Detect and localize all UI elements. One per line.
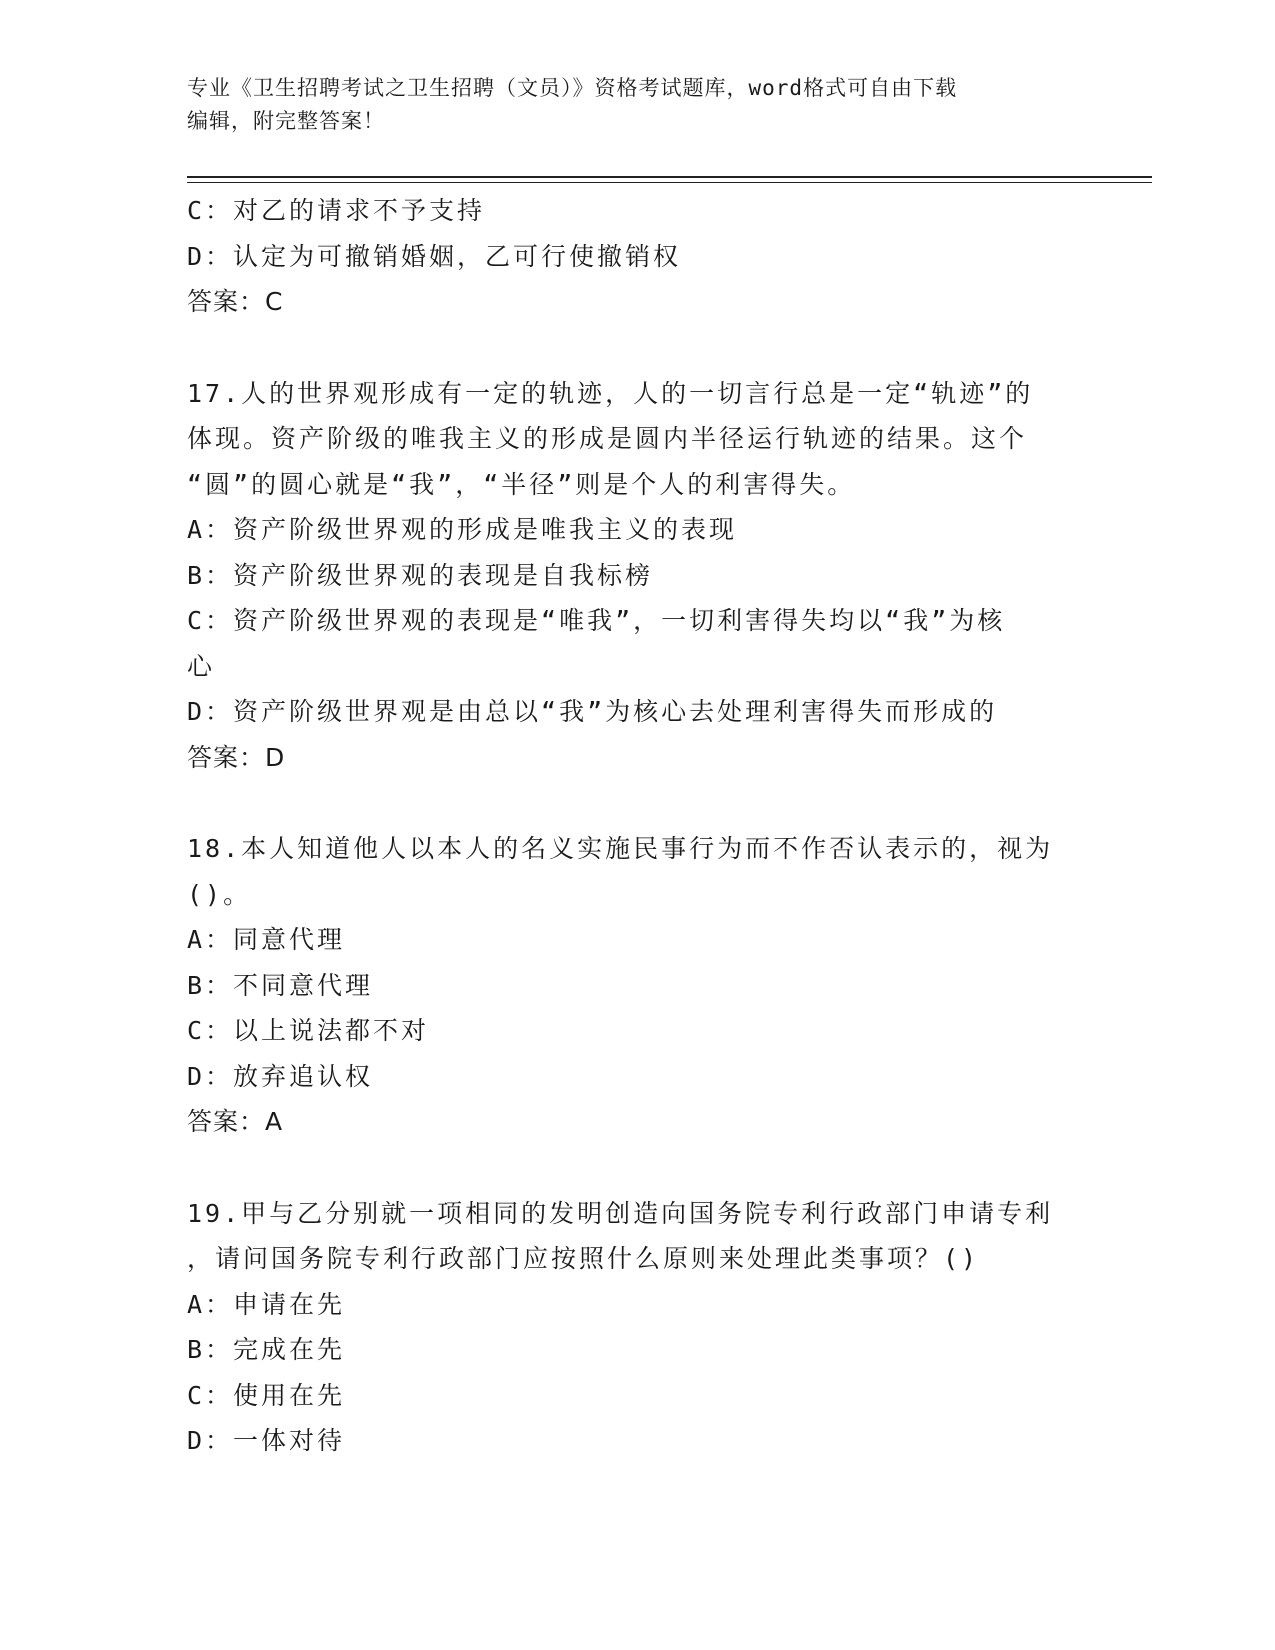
option-c: C：资产阶级世界观的表现是“唯我”，一切利害得失均以“我”为核 — [187, 606, 1006, 635]
question-text-line: 18.本人知道他人以本人的名义实施民事行为而不作否认表示的，视为 — [187, 834, 1054, 863]
option-c: C：使用在先 — [187, 1380, 346, 1410]
question-text-line: 19.甲与乙分别就一项相同的发明创造向国务院专利行政部门申请专利 — [187, 1198, 1054, 1228]
question-text-line: 体现。资产阶级的唯我主义的形成是圆内半径运行轨迹的结果。这个 — [187, 424, 1028, 453]
answer-line: 答案：D — [187, 742, 286, 772]
question-19 — [187, 1191, 1087, 1464]
document-header — [187, 72, 1067, 138]
question-text-line: 17.人的世界观形成有一定的轨迹，人的一切言行总是一定“轨迹”的 — [187, 378, 1034, 408]
spacer — [187, 325, 1087, 371]
option-d: D：认定为可撤销婚姻，乙可行使撤销权 — [187, 241, 682, 271]
option-a: A：资产阶级世界观的形成是唯我主义的表现 — [187, 515, 738, 544]
answer-line: 答案：A — [187, 1107, 284, 1136]
spacer — [187, 780, 1087, 826]
option-c-continued: 心 — [187, 651, 216, 681]
question-list — [187, 188, 1087, 1464]
option-c: C：对乙的请求不予支持 — [187, 196, 486, 225]
question-text-line: “圆”的圆心就是“我”，“半径”则是个人的利害得失。 — [187, 469, 856, 499]
question-text-line: ()。 — [187, 879, 252, 909]
option-d: D：一体对待 — [187, 1426, 346, 1455]
option-a: A：同意代理 — [187, 925, 346, 954]
header-rule-thin — [187, 182, 1152, 183]
question-18 — [187, 826, 1087, 1145]
header-line-2: 编辑，附完整答案！ — [187, 109, 385, 133]
option-d: D：放弃追认权 — [187, 1061, 374, 1091]
question-17 — [187, 371, 1087, 781]
header-line-1: 专业《卫生招聘考试之卫生招聘（文员）》资格考试题库，word格式可自由下载 — [187, 76, 958, 100]
option-b: B：资产阶级世界观的表现是自我标榜 — [187, 560, 654, 590]
header-rule-thick — [187, 176, 1152, 178]
spacer — [187, 1145, 1087, 1191]
option-d: D：资产阶级世界观是由总以“我”为核心去处理利害得失而形成的 — [187, 697, 998, 726]
option-b: B：完成在先 — [187, 1335, 346, 1364]
answer-line: 答案：C — [187, 287, 284, 316]
option-c: C：以上说法都不对 — [187, 1016, 430, 1045]
question-16 — [187, 188, 1087, 325]
option-b: B：不同意代理 — [187, 970, 374, 1000]
question-text-line: ，请问国务院专利行政部门应按照什么原则来处理此类事项？() — [187, 1244, 980, 1273]
option-a: A：申请在先 — [187, 1289, 346, 1319]
